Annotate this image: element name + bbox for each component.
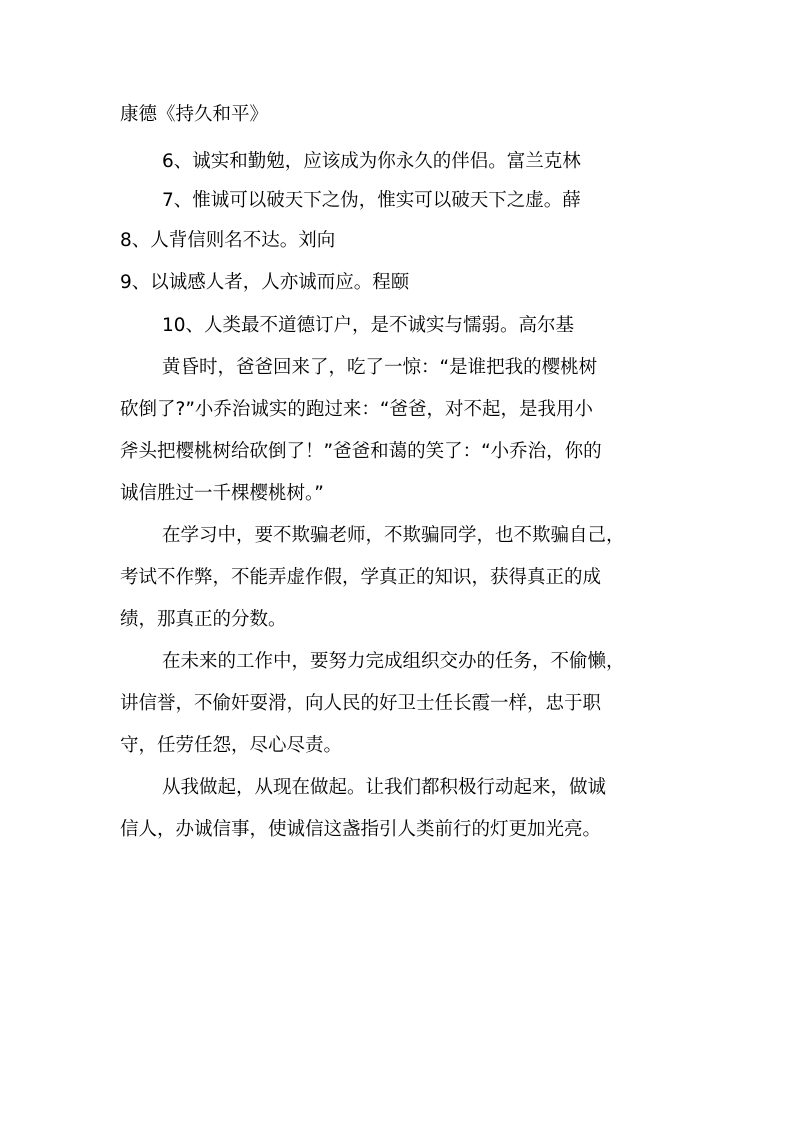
text-line-8: 砍倒了?”小乔治诚实的跑过来：“爸爸，对不起，是我用小 (120, 399, 593, 420)
text-line-18: 信人，办诚信事，使诚信这盏指引人类前行的灯更加光亮。 (120, 819, 602, 840)
text-line-16: 守，任劳任怨，尽心尽责。 (120, 735, 343, 756)
text-line-15: 讲信誉，不偷奸耍滑，向人民的好卫士任长霞一样，忠于职 (120, 693, 602, 714)
text-line-9: 斧头把樱桃树给砍倒了！”爸爸和蔼的笑了：“小乔治，你的 (120, 441, 602, 462)
text-line-1: 康德《持久和平》 (120, 104, 269, 125)
text-line-6: 10、人类最不道德订户，是不诚实与懦弱。高尔基 (162, 315, 575, 336)
text-line-4: 8、人背信则名不达。刘向 (120, 230, 336, 251)
text-line-10: 诚信胜过一千棵樱桃树。” (120, 483, 324, 504)
text-line-17: 从我做起，从现在做起。让我们都积极行动起来，做诚 (162, 777, 607, 798)
text-line-14: 在未来的工作中，要努力完成组织交办的任务，不偷懒， (162, 651, 625, 672)
text-line-5: 9、以诚感人者，人亦诚而应。程颐 (120, 272, 410, 293)
text-line-11: 在学习中，要不欺骗老师，不欺骗同学，也不欺骗自己， (162, 525, 625, 546)
text-line-7: 黄昏时，爸爸回来了，吃了一惊：“是谁把我的樱桃树 (162, 357, 598, 378)
text-line-3: 7、惟诚可以破天下之伪，惟实可以破天下之虚。薛 (162, 190, 581, 211)
text-line-13: 绩，那真正的分数。 (120, 609, 287, 630)
text-line-2: 6、诚实和勤勉，应该成为你永久的伴侣。富兰克林 (162, 151, 581, 172)
text-line-12: 考试不作弊，不能弄虚作假，学真正的知识，获得真正的成 (120, 567, 602, 588)
